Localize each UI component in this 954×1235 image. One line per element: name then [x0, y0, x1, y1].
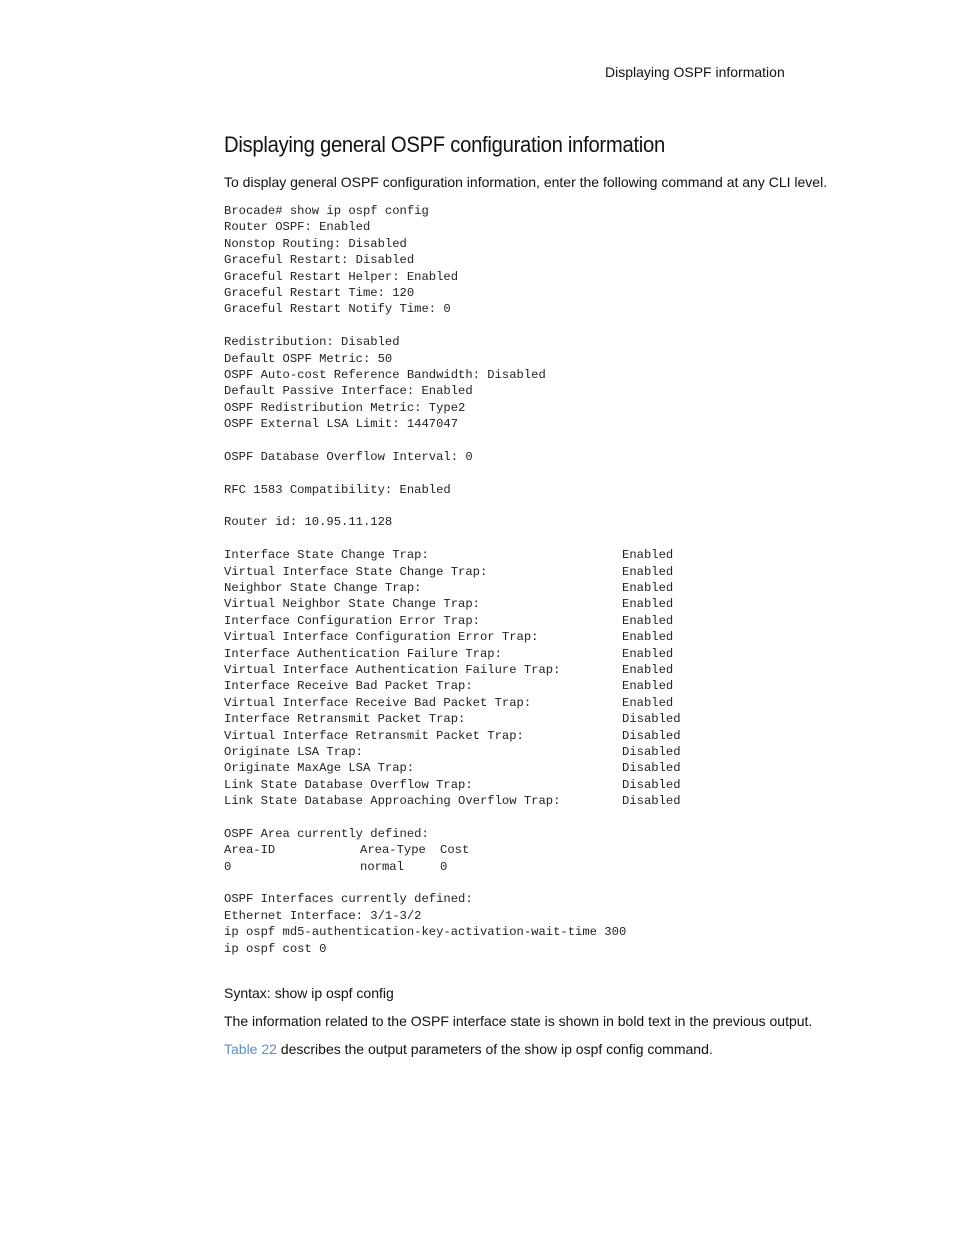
- section-title: Displaying general OSPF configuration information: [224, 132, 665, 157]
- trap-name: Originate LSA Trap:: [224, 744, 363, 759]
- cli-line: Default Passive Interface: Enabled: [224, 384, 473, 399]
- trap-name: Interface Receive Bad Packet Trap:: [224, 679, 473, 694]
- trap-value: Disabled: [622, 712, 681, 727]
- trap-name: Virtual Interface Receive Bad Packet Trap:: [224, 695, 532, 710]
- intro-paragraph: To display general OSPF configuration information, enter the following command at any CLI level.: [224, 174, 828, 190]
- trap-value: Disabled: [622, 728, 681, 743]
- paragraph-text: describes the output parameters of the: [276, 1041, 525, 1057]
- trap-value: Enabled: [622, 548, 674, 563]
- cli-line: Router OSPF: Enabled: [224, 220, 371, 235]
- cli-line: Ethernet Interface: 3/1-3/2: [224, 908, 422, 923]
- cli-line: Redistribution: Disabled: [224, 335, 400, 350]
- trap-value: Enabled: [622, 597, 674, 612]
- trap-row: [224, 646, 681, 662]
- cli-line: Graceful Restart Helper: Enabled: [224, 269, 459, 284]
- cli-line: Graceful Restart: Disabled: [224, 253, 415, 268]
- trap-name: Virtual Interface Retransmit Packet Trap:: [224, 728, 524, 743]
- cli-line: OSPF Database Overflow Interval: 0: [224, 449, 473, 464]
- cli-line: Graceful Restart Time: 120: [224, 285, 415, 300]
- cli-line: OSPF Auto-cost Reference Bandwidth: Disabled: [224, 367, 546, 382]
- trap-value: Disabled: [622, 777, 681, 792]
- trap-name: Interface Configuration Error Trap:: [224, 613, 480, 628]
- area-type-value: normal: [360, 859, 404, 874]
- paragraph-text: command.: [643, 1041, 713, 1057]
- trap-name: Virtual Interface Configuration Error Trap:: [224, 630, 539, 645]
- cli-line: ip ospf md5-authentication-key-activation-wait-time 300: [224, 925, 627, 940]
- trap-name: Link State Database Overflow Trap:: [224, 777, 473, 792]
- trap-row: [224, 777, 681, 793]
- cli-line: RFC 1583 Compatibility: Enabled: [224, 482, 451, 497]
- area-id-value: 0: [224, 859, 232, 874]
- trap-row: [224, 728, 681, 744]
- cli-line: Nonstop Routing: Disabled: [224, 236, 407, 251]
- trap-value: Enabled: [622, 679, 674, 694]
- body-paragraph-table-ref: [224, 1041, 924, 1057]
- trap-name: Interface State Change Trap:: [224, 548, 429, 563]
- trap-row: [224, 613, 681, 629]
- trap-value: Enabled: [622, 564, 674, 579]
- cli-output-block: [224, 203, 681, 957]
- trap-value: Disabled: [622, 794, 681, 809]
- table-22-link[interactable]: Table 22: [224, 1041, 277, 1057]
- trap-name: Neighbor State Change Trap:: [224, 580, 422, 595]
- running-header: Displaying OSPF information: [605, 64, 785, 80]
- trap-row: [224, 695, 681, 711]
- cli-line: Default OSPF Metric: 50: [224, 351, 393, 366]
- trap-row: [224, 547, 681, 563]
- body-paragraph: The information related to the OSPF interface state is shown in bold text in the previous output.: [224, 1013, 813, 1029]
- trap-value: Enabled: [622, 646, 674, 661]
- syntax-command: show ip ospf config: [274, 985, 394, 1001]
- trap-value: Enabled: [622, 630, 674, 645]
- cli-line: Graceful Restart Notify Time: 0: [224, 302, 451, 317]
- trap-row: [224, 596, 681, 612]
- trap-row: [224, 564, 681, 580]
- syntax-label: Syntax:: [224, 985, 271, 1001]
- cli-block-2: [224, 334, 681, 432]
- trap-value: Enabled: [622, 613, 674, 628]
- trap-name: Originate MaxAge LSA Trap:: [224, 761, 415, 776]
- cli-line: Router id: 10.95.11.128: [224, 515, 393, 530]
- trap-list: [224, 547, 681, 809]
- area-col-id: Area-ID: [224, 843, 276, 858]
- trap-name: Virtual Interface Authentication Failure Trap:: [224, 662, 561, 677]
- area-header-row: [224, 842, 681, 858]
- cli-line: OSPF Redistribution Metric: Type2: [224, 400, 466, 415]
- area-col-cost: Cost: [440, 843, 470, 858]
- area-cost-value: 0: [440, 859, 448, 874]
- area-row: [224, 859, 681, 875]
- trap-name: Virtual Neighbor State Change Trap:: [224, 597, 480, 612]
- trap-row: [224, 760, 681, 776]
- inline-command: show ip ospf config: [524, 1041, 644, 1057]
- trap-row: [224, 678, 681, 694]
- trap-value: Enabled: [622, 580, 674, 595]
- trap-row: [224, 793, 681, 809]
- trap-value: Disabled: [622, 761, 681, 776]
- area-col-type: Area-Type: [360, 843, 426, 858]
- trap-row: [224, 662, 681, 678]
- syntax-line: [224, 985, 394, 1001]
- area-heading: OSPF Area currently defined:: [224, 826, 429, 841]
- trap-value: Enabled: [622, 662, 674, 677]
- cli-line: ip ospf cost 0: [224, 941, 327, 956]
- cli-line: Brocade# show ip ospf config: [224, 204, 429, 218]
- trap-row: [224, 629, 681, 645]
- trap-value: Disabled: [622, 744, 681, 759]
- trap-name: Interface Authentication Failure Trap:: [224, 646, 502, 661]
- trap-name: Virtual Interface State Change Trap:: [224, 564, 488, 579]
- trap-name: Link State Database Approaching Overflow Trap:: [224, 794, 561, 809]
- trap-row: [224, 744, 681, 760]
- trap-row: [224, 580, 681, 596]
- trap-value: Enabled: [622, 695, 674, 710]
- cli-line: OSPF External LSA Limit: 1447047: [224, 417, 459, 432]
- cli-line: OSPF Interfaces currently defined:: [224, 892, 473, 907]
- cli-block-1: [224, 203, 681, 318]
- trap-name: Interface Retransmit Packet Trap:: [224, 712, 466, 727]
- trap-row: [224, 711, 681, 727]
